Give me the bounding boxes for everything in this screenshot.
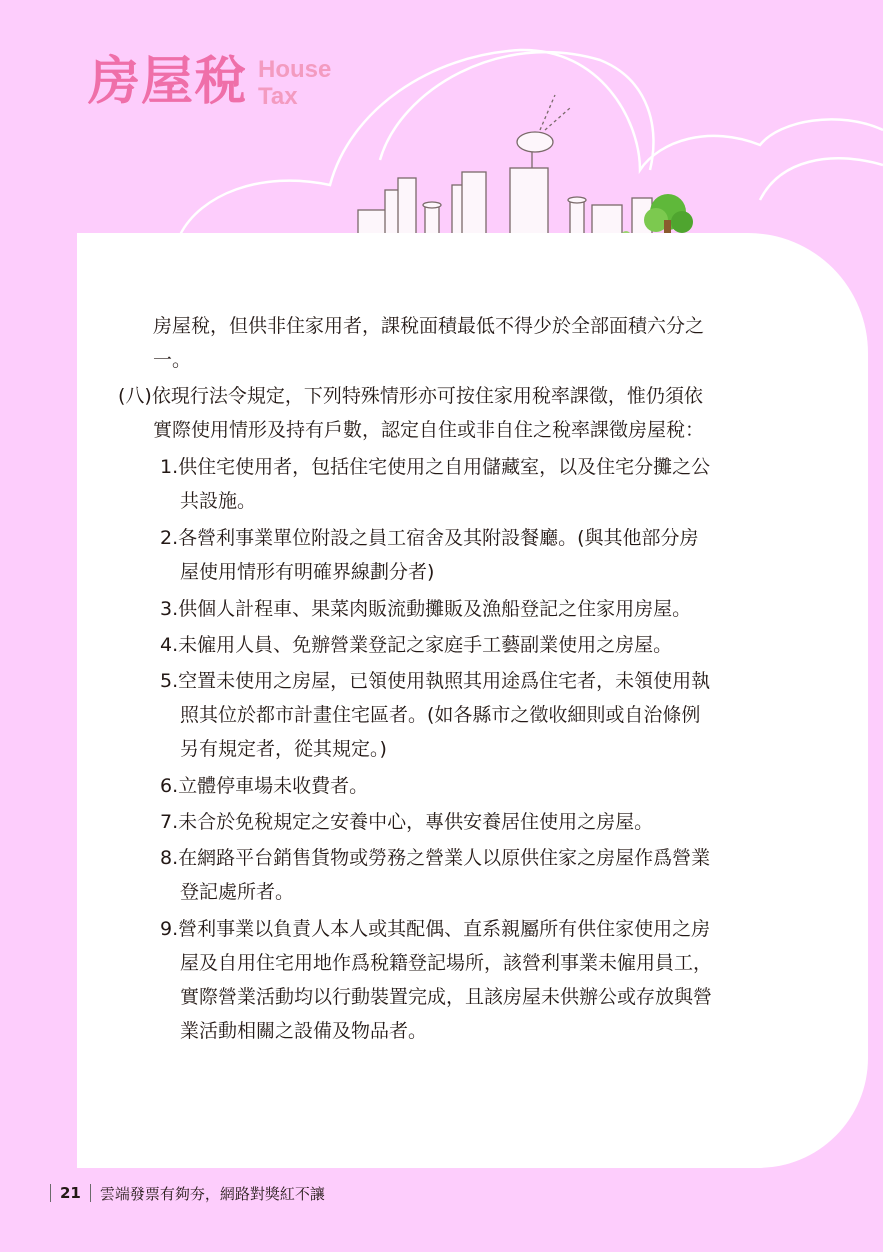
page-header [0, 0, 883, 250]
body-line: 房屋稅，但供非住家用者，課稅面積最低不得少於全部面積六分之 [153, 315, 705, 337]
list-item: 4.未僱用人員、免辦營業登記之家庭手工藝副業使用之房屋。 [160, 634, 673, 656]
list-item: 3.供個人計程車、果菜肉販流動攤販及漁船登記之住家用房屋。 [160, 598, 692, 620]
page-title-english [258, 56, 331, 110]
list-item-continuation: 登記處所者。 [180, 881, 295, 903]
city-skyline-icon [358, 95, 652, 236]
list-item-continuation: 屋及自用住宅用地作爲稅籍登記場所，該營利事業未僱用員工， [180, 952, 713, 974]
page-number: 21 [60, 1184, 81, 1202]
footer-divider [90, 1184, 91, 1202]
list-item-continuation: 另有規定者，從其規定。) [180, 738, 387, 760]
list-item: 8.在網路平台銷售貨物或勞務之營業人以原供住家之房屋作爲營業 [160, 847, 711, 869]
footer-divider [50, 1184, 51, 1202]
page-footer [50, 1182, 325, 1204]
list-item: 2.各營利事業單位附設之員工宿舍及其附設餐廳。(與其他部分房 [160, 527, 699, 549]
list-item-continuation: 照其位於都市計畫住宅區者。(如各縣市之徵收細則或自治條例 [180, 704, 701, 726]
list-item: 5.空置未使用之房屋，已領使用執照其用途爲住宅者，未領使用執 [160, 670, 711, 692]
list-item: 9.營利事業以負責人本人或其配偶、直系親屬所有供住家使用之房 [160, 918, 711, 940]
body-line: 實際使用情形及持有戶數，認定自住或非自住之稅率課徵房屋稅： [153, 419, 705, 441]
title-en-line1: House [258, 56, 332, 83]
list-item-continuation: 屋使用情形有明確界線劃分者) [180, 561, 435, 583]
list-item-continuation: 共設施。 [180, 490, 257, 512]
list-item: 7.未合於免稅規定之安養中心，專供安養居住使用之房屋。 [160, 811, 654, 833]
list-item-continuation: 業活動相關之設備及物品者。 [180, 1020, 428, 1042]
page-title: 房屋稅 [88, 52, 248, 112]
list-item: 1.供住宅使用者，包括住宅使用之自用儲藏室，以及住宅分攤之公 [160, 456, 711, 478]
section-heading: (八)依現行法令規定，下列特殊情形亦可按住家用稅率課徵，惟仍須依 [118, 385, 703, 407]
cloud-skyline-decoration [0, 0, 883, 250]
body-line: 一。 [153, 349, 192, 371]
footer-caption: 雲端發票有夠夯，網路對獎紅不讓 [99, 1184, 325, 1203]
satellite-dish-icon [517, 132, 553, 152]
list-item: 6.立體停車場未收費者。 [160, 775, 369, 797]
list-item-continuation: 實際營業活動均以行動裝置完成，且該房屋未供辦公或存放與營 [180, 986, 713, 1008]
title-en-line2: Tax [258, 83, 298, 110]
